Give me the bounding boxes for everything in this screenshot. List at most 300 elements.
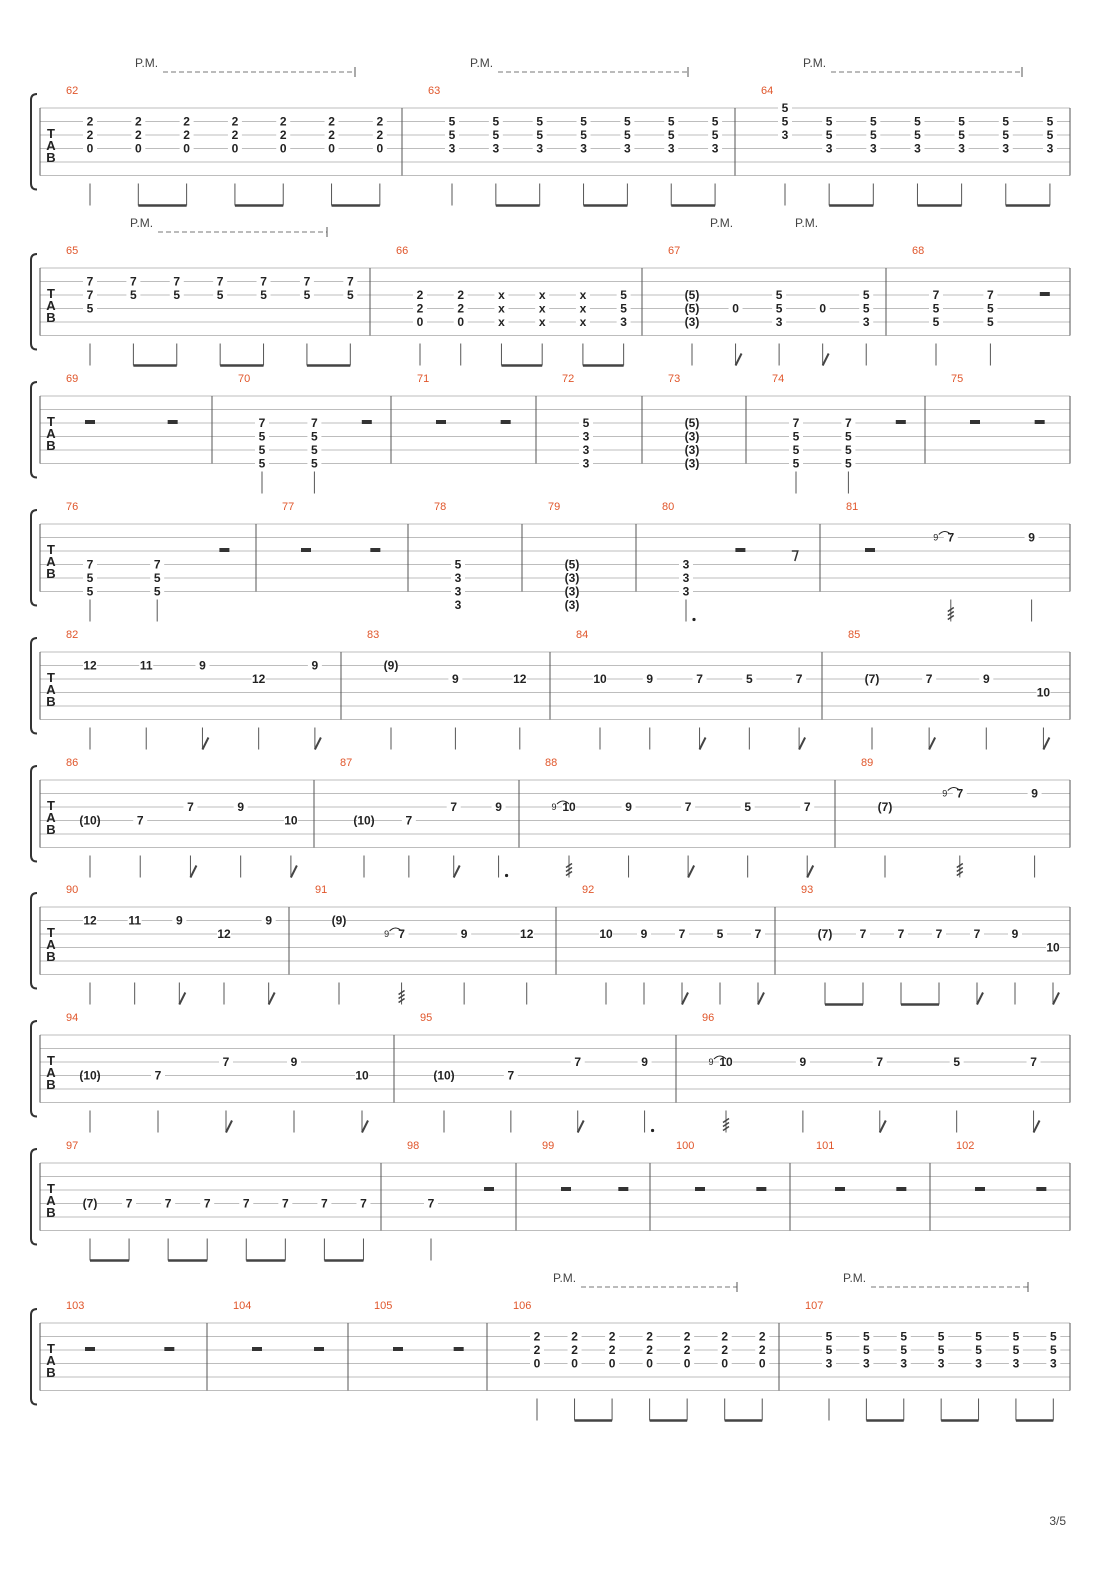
half-rest [695, 1187, 705, 1191]
fret-number: 3 [825, 141, 833, 156]
measure [66, 1140, 370, 1261]
fret-number: 7 [973, 927, 981, 941]
fret-number: 2 [721, 1329, 729, 1344]
fret-number: 5 [624, 128, 631, 142]
eighth-flag [362, 1121, 368, 1133]
fret-number: 5 [667, 114, 675, 129]
fret-number: 5 [745, 672, 753, 686]
eighth-flag [977, 993, 983, 1005]
system-brace [31, 382, 37, 478]
eighth-flag [202, 738, 208, 750]
fret-number: 9 [175, 913, 183, 928]
eighth-flag [929, 738, 935, 750]
fret-number: 5 [1002, 128, 1010, 142]
grace-note: 9 [708, 1057, 714, 1067]
fret-number: 7 [203, 1196, 211, 1211]
measure-number: 74 [772, 373, 785, 385]
system-brace [31, 254, 37, 350]
fret-number: 3 [682, 571, 690, 585]
tab-clef-letter: A [46, 554, 56, 569]
fret-number: 7 [678, 927, 686, 941]
fret-number: 7 [153, 557, 161, 572]
measure [66, 757, 298, 878]
palm-mute-label: P.M. [795, 216, 819, 230]
fret-number: 0 [183, 141, 190, 156]
measure-number: 102 [956, 1140, 975, 1152]
measure [66, 884, 276, 1005]
half-rest [454, 1347, 464, 1351]
measure-number: 99 [542, 1140, 555, 1152]
fret-number: x [498, 315, 505, 329]
fret-number: 2 [416, 288, 424, 302]
staff-system [31, 1140, 1070, 1261]
dot [505, 874, 508, 877]
fret-number: 0 [416, 315, 424, 329]
measure-number: 71 [417, 373, 430, 385]
measure [282, 501, 380, 552]
fret-number: 0 [721, 1356, 729, 1371]
tab-clef-letter: T [47, 1053, 55, 1068]
half-rest [301, 548, 311, 552]
fret-number: 12 [217, 927, 231, 941]
eighth-flag [880, 1121, 886, 1133]
fret-number: 5 [781, 101, 789, 115]
fret-number: 3 [624, 141, 631, 156]
measure [846, 501, 1039, 622]
measure [66, 245, 357, 366]
fret-number: 5 [711, 114, 719, 129]
tab-clef-letter: A [46, 682, 56, 697]
fret-number: 5 [311, 429, 318, 444]
fret-number: 0 [608, 1356, 616, 1371]
measure-number: 68 [912, 245, 925, 257]
eighth-flag [758, 993, 764, 1005]
measure-number: 95 [420, 1012, 433, 1024]
eighth-flag [1034, 1121, 1040, 1133]
fret-number: 2 [279, 128, 287, 142]
fret-number: 5 [454, 557, 462, 572]
half-rest [975, 1187, 985, 1191]
measure [396, 245, 631, 366]
half-rest [168, 420, 178, 424]
fret-number: 5 [173, 288, 181, 302]
measure [816, 1140, 906, 1191]
measure [66, 629, 322, 750]
fret-number: 5 [792, 443, 800, 457]
eighth-flag [1043, 738, 1049, 750]
system-brace [31, 1149, 37, 1245]
fret-number: 7 [125, 1196, 133, 1211]
staff-system [31, 501, 1070, 622]
tab-clef-letter: B [46, 1365, 56, 1380]
half-rest [85, 420, 95, 424]
fret-number: 5 [900, 1329, 908, 1344]
tab-clef-letter: T [47, 1341, 55, 1356]
fret-number: 2 [608, 1343, 616, 1357]
fret-number: 7 [360, 1196, 367, 1211]
fret-number: 5 [845, 456, 852, 471]
fret-number: 5 [958, 128, 965, 142]
measure-number: 72 [562, 373, 575, 385]
fret-number: 9 [460, 927, 468, 941]
measure-number: 69 [66, 373, 79, 385]
fret-number: (5) [684, 301, 700, 316]
fret-number: 9 [199, 658, 206, 673]
fret-number: 2 [721, 1343, 729, 1357]
fret-number: 3 [682, 557, 690, 572]
half-rest [756, 1187, 766, 1191]
fret-number: 11 [139, 658, 153, 673]
half-rest [865, 548, 875, 552]
fret-number: 5 [914, 114, 921, 129]
fret-number: (5) [564, 557, 580, 572]
measure [668, 245, 873, 366]
fret-number: x [538, 315, 546, 329]
fret-number: 7 [136, 813, 144, 828]
fret-number: 3 [1046, 141, 1054, 156]
staff-system [31, 373, 1070, 494]
half-rest [484, 1187, 494, 1191]
tab-clef-letter: T [47, 126, 55, 141]
fret-number: 7 [427, 1196, 435, 1211]
measure-number: 80 [662, 501, 675, 513]
fret-number: 5 [1049, 1343, 1057, 1357]
half-rest [314, 1347, 324, 1351]
fret-number: 3 [536, 141, 544, 156]
measure [542, 1140, 628, 1191]
measure-number: 76 [66, 501, 79, 513]
fret-number: 5 [716, 927, 724, 941]
fret-number: 12 [520, 927, 534, 941]
measure-number: 107 [805, 1300, 824, 1312]
fret-number: (7) [864, 672, 880, 686]
tab-clef-letter: B [46, 822, 56, 837]
fret-number: 0 [376, 141, 384, 156]
fret-number: 3 [862, 315, 870, 329]
half-rest [1035, 420, 1045, 424]
fret-number: 5 [492, 128, 500, 142]
fret-number: 7 [242, 1196, 250, 1211]
fret-number: 7 [987, 288, 994, 302]
tab-clef-letter: T [47, 670, 55, 685]
eighth-flag [682, 993, 688, 1005]
fret-number: 5 [975, 1343, 982, 1357]
fret-number: 5 [781, 114, 789, 129]
fret-number: 5 [258, 443, 266, 457]
measure [66, 85, 387, 206]
fret-number: 3 [682, 584, 690, 599]
fret-number: 3 [869, 141, 877, 156]
system-brace [31, 1021, 37, 1117]
fret-number: 5 [492, 114, 500, 129]
fret-number: 7 [173, 274, 181, 289]
measure-number: 100 [676, 1140, 695, 1152]
page-number: 3/5 [1049, 1514, 1066, 1528]
fret-number: 5 [1012, 1343, 1020, 1357]
palm-mute-label: P.M. [710, 216, 734, 230]
fret-number: 5 [620, 301, 627, 316]
eighth-flag [823, 354, 829, 366]
fret-number: 5 [825, 114, 833, 129]
fret-number: 3 [975, 1356, 982, 1371]
fret-number: 3 [937, 1356, 945, 1371]
fret-number: 2 [134, 128, 142, 142]
fret-number: 2 [86, 128, 94, 142]
fret-number: 5 [792, 456, 800, 471]
measure-number: 83 [367, 629, 380, 641]
fret-number: 5 [1046, 128, 1054, 142]
fret-number: 7 [876, 1055, 884, 1069]
fret-number: (9) [383, 658, 399, 673]
fret-number: 10 [355, 1068, 369, 1083]
fret-number: 2 [86, 114, 94, 129]
fret-number: 7 [130, 274, 137, 289]
fret-number: 7 [303, 274, 311, 289]
fret-number: 5 [862, 301, 870, 316]
measure [407, 1140, 494, 1261]
fret-number: 9 [290, 1055, 298, 1069]
measure-number: 96 [702, 1012, 715, 1024]
fret-number: 2 [328, 114, 335, 129]
system-brace [31, 893, 37, 989]
fret-number: 0 [571, 1356, 578, 1371]
measure-number: 103 [66, 1300, 85, 1312]
measure-number: 63 [428, 85, 441, 97]
fret-number: (10) [353, 813, 375, 828]
fret-number: 7 [260, 274, 267, 289]
half-rest [164, 1347, 174, 1351]
fret-number: (3) [564, 571, 580, 585]
fret-number: 5 [448, 128, 456, 142]
system-brace [31, 638, 37, 734]
measure-number: 73 [668, 373, 681, 385]
fret-number: 2 [416, 301, 424, 316]
fret-number: 12 [83, 658, 97, 673]
fret-number: 2 [457, 301, 465, 316]
fret-number: 7 [86, 557, 94, 572]
eighth-flag [179, 993, 185, 1005]
fret-number: 7 [86, 274, 94, 289]
measure-number: 86 [66, 757, 79, 769]
measure [315, 884, 534, 1005]
fret-number: 9 [625, 800, 632, 814]
fret-number: 5 [900, 1343, 908, 1357]
tab-clef-letter: T [47, 286, 55, 301]
fret-number: x [579, 288, 587, 302]
fret-number: 7 [346, 274, 354, 289]
fret-number: 5 [536, 114, 544, 129]
measure [66, 1300, 174, 1351]
fret-number: 5 [258, 429, 266, 444]
fret-number: 3 [582, 443, 590, 457]
fret-number: 3 [454, 584, 462, 599]
measure-number: 97 [66, 1140, 79, 1152]
measure [340, 757, 508, 878]
measure-number: 104 [233, 1300, 252, 1312]
measure [428, 85, 722, 206]
fret-number: 5 [937, 1329, 945, 1344]
fret-number: 5 [86, 571, 94, 585]
dot [651, 1129, 654, 1132]
fret-number: 9 [452, 672, 459, 686]
fret-number: 3 [914, 141, 921, 156]
measure-number: 79 [548, 501, 561, 513]
fret-number: 3 [781, 128, 789, 142]
eighth-flag [736, 354, 742, 366]
system-brace [31, 1309, 37, 1405]
fret-number: 3 [775, 315, 783, 329]
fret-number: 5 [958, 114, 965, 129]
fret-number: 2 [183, 128, 190, 142]
fret-number: (7) [82, 1196, 98, 1211]
fret-number: 10 [593, 672, 607, 686]
fret-number: 2 [376, 114, 384, 129]
measure-number: 84 [576, 629, 589, 641]
half-rest [501, 420, 511, 424]
fret-number: 2 [328, 128, 335, 142]
half-rest [561, 1187, 571, 1191]
measure-number: 70 [238, 373, 251, 385]
fret-number: 2 [183, 114, 190, 129]
system-brace [31, 94, 37, 190]
tab-clef-letter: B [46, 310, 56, 325]
fret-number: 5 [86, 301, 94, 316]
fret-number: 5 [86, 584, 94, 599]
fret-number: 7 [86, 288, 94, 302]
fret-number: 5 [845, 443, 852, 457]
measure-number: 89 [861, 757, 874, 769]
measure [420, 1012, 654, 1133]
fret-number: (3) [684, 429, 700, 444]
measure-number: 62 [66, 85, 79, 97]
fret-number: 2 [231, 128, 239, 142]
fret-number: 7 [696, 672, 703, 686]
fret-number: (3) [684, 315, 700, 329]
fret-number: 7 [925, 672, 933, 686]
fret-number: 5 [869, 114, 877, 129]
fret-number: 7 [1030, 1055, 1037, 1069]
eighth-flag [291, 866, 297, 878]
measure [772, 373, 906, 494]
eighth-flag [799, 738, 805, 750]
fret-number: 5 [153, 584, 161, 599]
measure [374, 1300, 464, 1351]
fret-number: 5 [711, 128, 719, 142]
fret-number: 7 [932, 288, 940, 302]
tab-clef-letter: T [47, 414, 55, 429]
palm-mute-label: P.M. [803, 56, 827, 70]
measure-number: 67 [668, 245, 681, 257]
fret-number: (10) [79, 813, 101, 828]
system-brace [31, 510, 37, 606]
measure-number: 101 [816, 1140, 835, 1152]
measure [861, 757, 1042, 878]
fret-number: 2 [758, 1343, 766, 1357]
staff-system [31, 629, 1070, 750]
fret-number: 7 [311, 416, 318, 430]
measure [548, 501, 579, 612]
tab-clef-letter: A [46, 298, 56, 313]
measure [233, 1300, 324, 1351]
fret-number: 12 [251, 672, 266, 686]
half-rest [252, 1347, 262, 1351]
fret-number: 9 [495, 800, 502, 814]
fret-number: 7 [792, 416, 800, 430]
measure [912, 245, 1050, 366]
measure-number: 91 [315, 884, 328, 896]
staff-system [31, 757, 1070, 878]
fret-number: 2 [683, 1343, 691, 1357]
measure [513, 1300, 769, 1421]
fret-number: 2 [646, 1343, 653, 1357]
fret-number: 7 [897, 927, 905, 941]
fret-number: 7 [754, 927, 762, 941]
dot [692, 618, 695, 621]
fret-number: 0 [646, 1356, 653, 1371]
fret-number: 7 [187, 800, 194, 814]
fret-number: 0 [86, 141, 94, 156]
fret-number: 5 [258, 456, 266, 471]
measure [805, 1300, 1060, 1421]
measure-number: 94 [66, 1012, 79, 1024]
grace-note: 9 [384, 929, 390, 939]
fret-number: (10) [433, 1068, 455, 1083]
staff-system [31, 1271, 1070, 1421]
fret-number: 7 [803, 800, 811, 814]
eighth-rest [792, 551, 798, 561]
fret-number: 3 [958, 141, 965, 156]
eighth-flag [454, 866, 460, 878]
fret-number: 12 [83, 913, 97, 928]
fret-number: 5 [775, 301, 783, 316]
staff-system [31, 216, 1070, 366]
tab-clef-letter: B [46, 694, 56, 709]
half-rest [896, 420, 906, 424]
tab-clef-letter: T [47, 542, 55, 557]
tab-clef-letter: T [47, 798, 55, 813]
fret-number: 9 [1031, 786, 1038, 801]
fret-number: 5 [620, 288, 627, 302]
fret-number: x [579, 301, 587, 316]
measure-number: 88 [545, 757, 558, 769]
fret-number: 3 [667, 141, 675, 156]
fret-number: 11 [128, 913, 142, 928]
fret-number: 5 [624, 114, 631, 129]
fret-number: 5 [863, 1329, 870, 1344]
fret-number: 3 [454, 571, 462, 585]
measure [545, 757, 814, 878]
fret-number: 7 [684, 800, 692, 814]
half-rest [370, 548, 380, 552]
fret-number: 9 [640, 927, 648, 941]
fret-number: 5 [953, 1055, 961, 1069]
measure-number: 81 [846, 501, 859, 513]
fret-number: x [498, 301, 505, 316]
fret-number: 5 [448, 114, 456, 129]
fret-number: 5 [932, 301, 940, 316]
fret-number: 9 [237, 800, 245, 814]
fret-number: 3 [448, 141, 456, 156]
fret-number: 7 [258, 416, 266, 430]
half-rest [393, 1347, 403, 1351]
tab-clef-letter: A [46, 810, 56, 825]
fret-number: 2 [279, 114, 287, 129]
fret-number: 5 [914, 128, 921, 142]
tab-clef-letter: T [47, 925, 55, 940]
eighth-flag [226, 1121, 232, 1133]
fret-number: 2 [758, 1329, 766, 1344]
tab-clef-letter: A [46, 1193, 56, 1208]
